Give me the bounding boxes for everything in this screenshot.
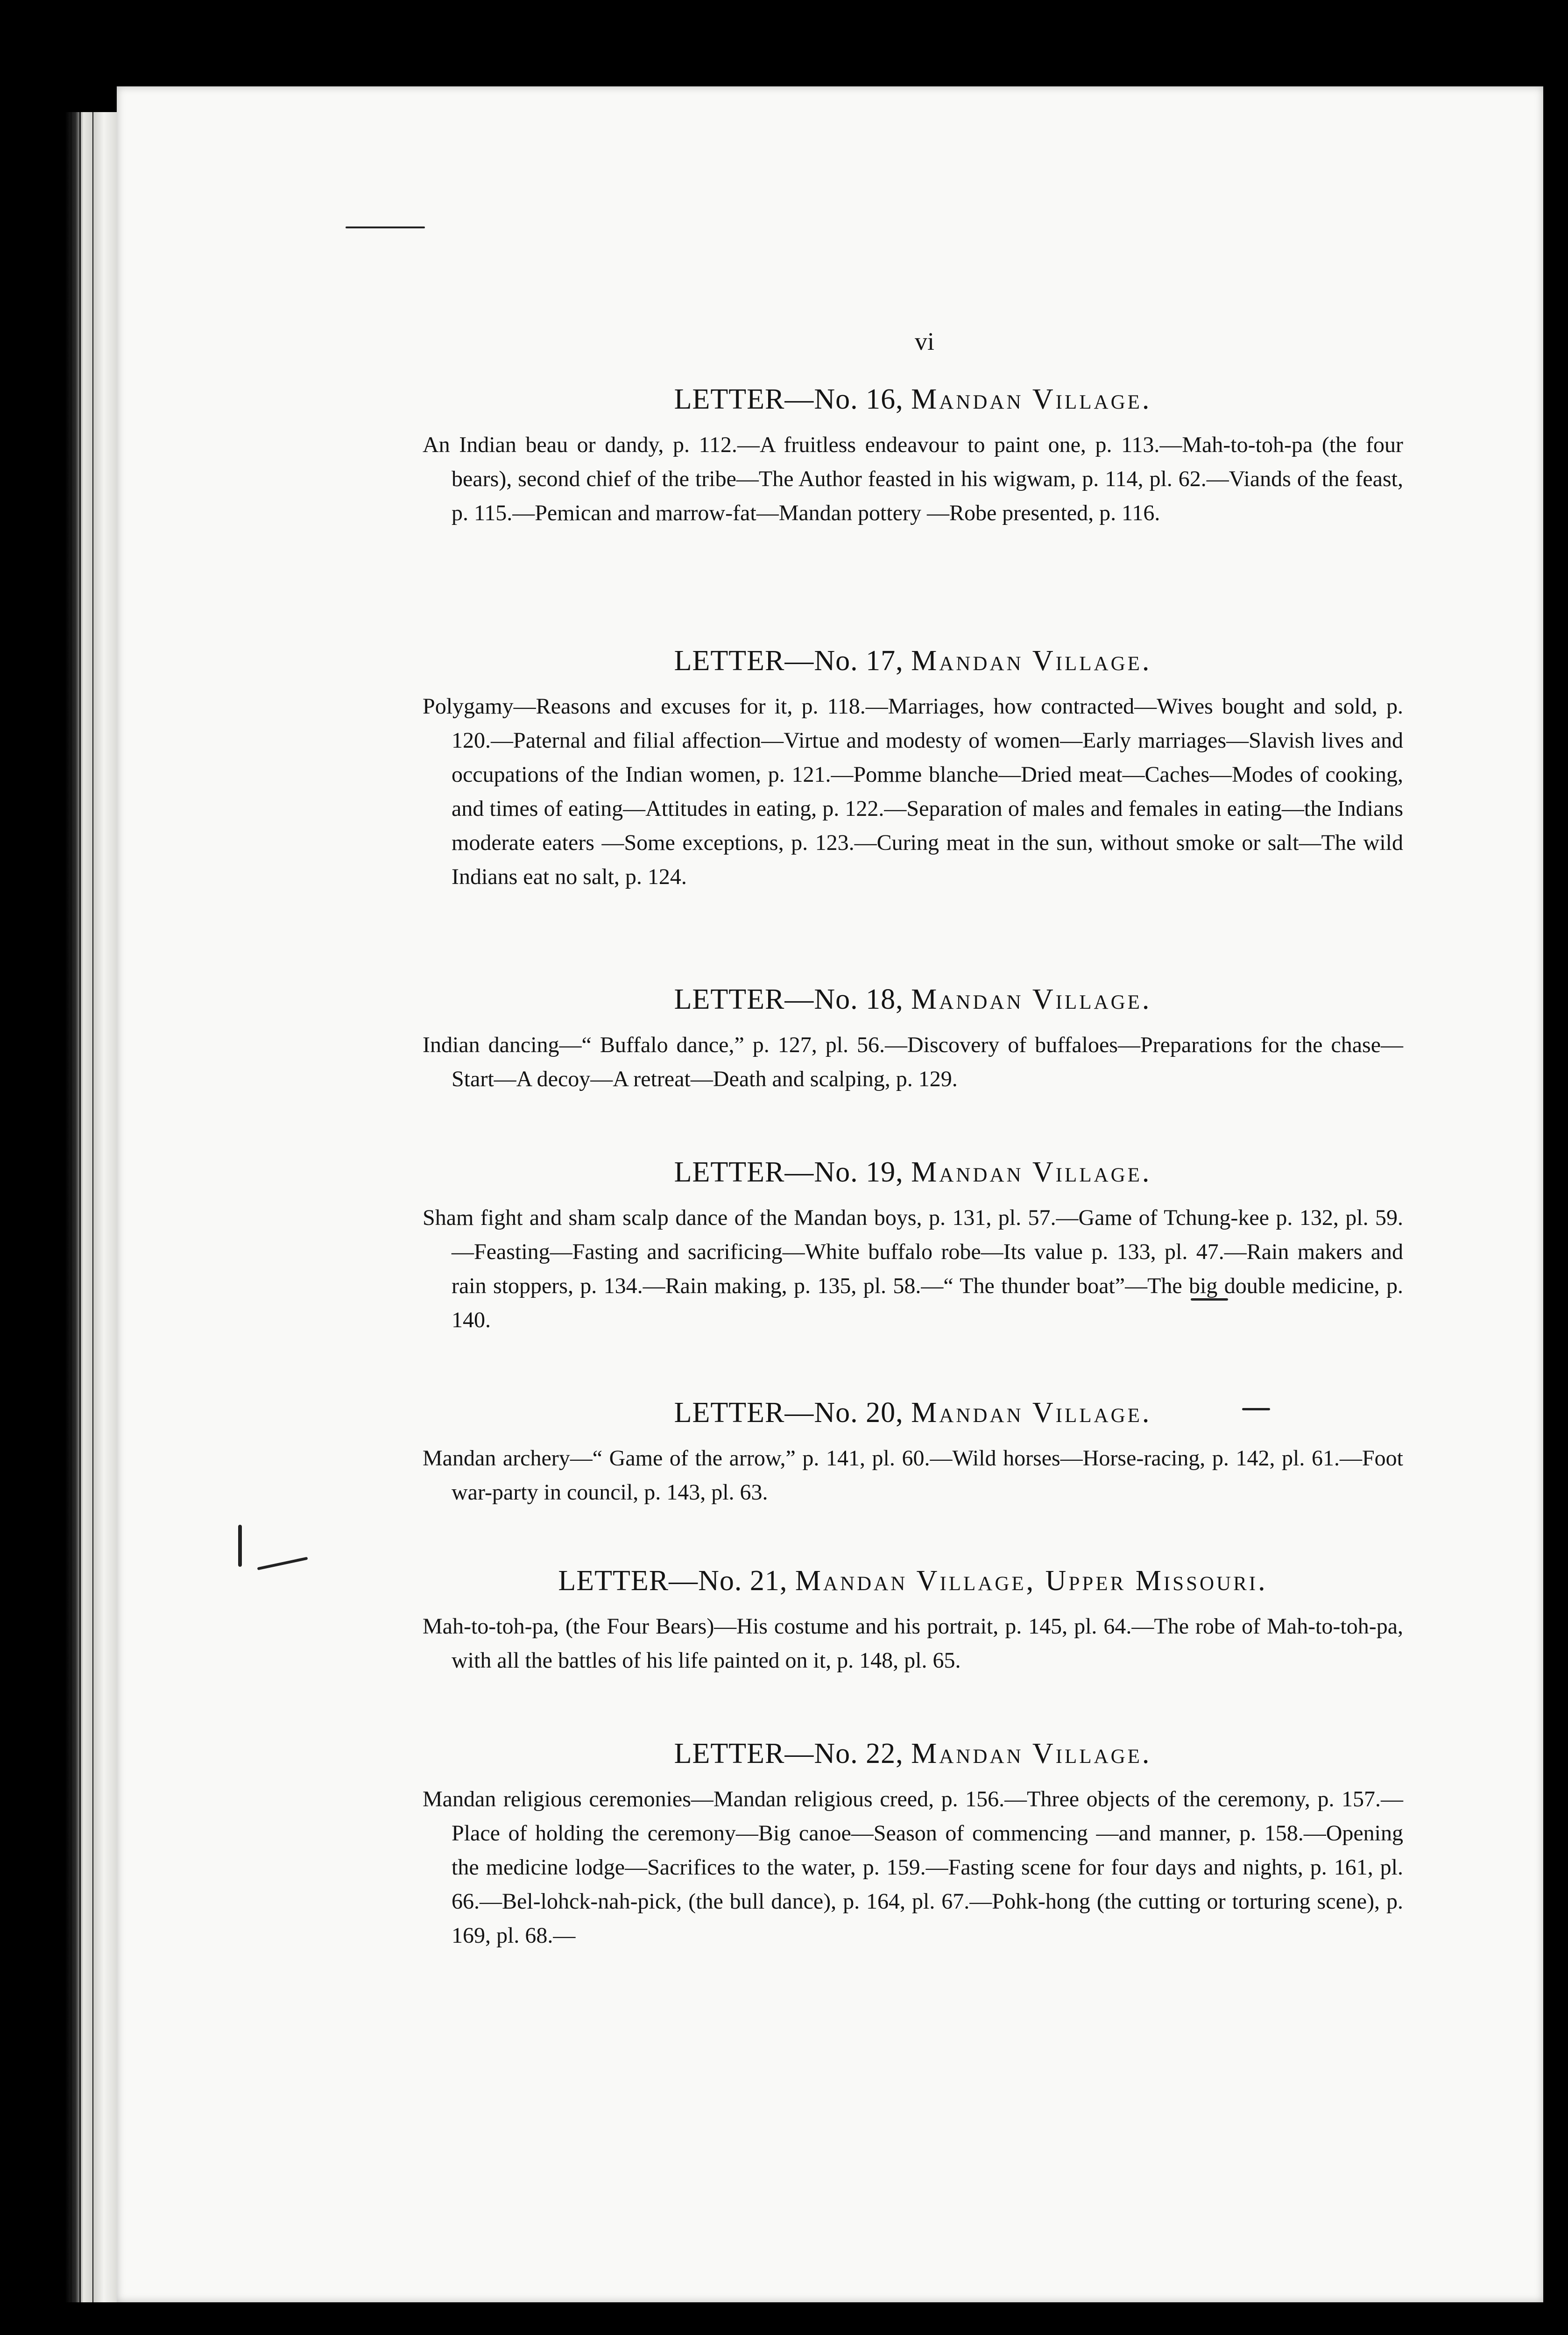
letter-place: Mandan Village. (911, 1397, 1152, 1429)
letter-summary: Mandan archery—“ Game of the arrow,” p. 141, pl. 60.—Wild horses—Horse-racing, p. 142, pl. 61.—Foot war-party in council, p. 143, pl. 63. (423, 1446, 1403, 1505)
letter-heading (423, 640, 1403, 682)
letter-number: LETTER—No. 19, (674, 1156, 904, 1188)
letter-summary: Mandan religious ceremonies—Mandan religious creed, p. 156.—Three objects of the ceremony, p. 157.—Place of holding the ceremony—Big canoe—Season of commencing —and manner, p. 158.—Opening the medicine lodge—Sacrifices to the water, p. 159.—Fasting scene for four days and nights, p. 161, pl. 66.—Bel-lohck-nah-pick, (the bull dance), p. 164, pl. 67.—Pohk-hong (the cutting or torturing scene), p. 169, pl. 68.— (423, 1787, 1403, 1948)
letter-heading (423, 1151, 1403, 1193)
ink-mark (257, 1557, 308, 1571)
letter-place: Mandan Village. (911, 984, 1152, 1015)
letter-number: LETTER—No. 16, (674, 383, 904, 415)
letter-section (423, 978, 1403, 1096)
letter-section (423, 1392, 1403, 1509)
letter-place: Mandan Village. (911, 1156, 1152, 1188)
letter-summary: Mah-to-toh-pa, (the Four Bears)—His costume and his portrait, p. 145, pl. 64.—The robe of Mah-to-toh-pa, with all the battles of his life painted on it, p. 148, pl. 65. (423, 1614, 1403, 1673)
letter-number: LETTER—No. 22, (674, 1738, 904, 1769)
letter-summary: Polygamy—Reasons and excuses for it, p. 118.—Marriages, how contracted—Wives bought and sold, p. 120.—Paternal and filial affection—Virtue and modesty of women—Early marriages—Slavish lives and occupations of the Indian women, p. 121.—Pomme blanche—Dried meat—Caches—Modes of cooking, and times of eating—Attitudes in eating, p. 122.—Separation of males and females in eating—the Indians moderate eaters —Some exceptions, p. 123.—Curing meat in the sun, without smoke or salt—The wild Indians eat no salt, p. 124. (423, 694, 1403, 889)
letter-heading (423, 1392, 1403, 1434)
letter-number: LETTER—No. 20, (674, 1397, 904, 1429)
letter-place: Mandan Village. (911, 645, 1152, 677)
ink-mark (238, 1525, 242, 1567)
book-spine-edge (65, 112, 117, 2302)
letter-heading (423, 1560, 1403, 1602)
letter-section (423, 640, 1403, 894)
letter-place: Mandan Village, Upper Missouri. (795, 1565, 1268, 1597)
page-number: vi (914, 327, 934, 355)
letter-section (423, 378, 1403, 530)
letter-number: LETTER—No. 17, (674, 645, 904, 677)
letter-section (423, 1151, 1403, 1337)
letter-place: Mandan Village. (911, 383, 1152, 415)
letter-heading (423, 378, 1403, 420)
ink-mark (346, 226, 425, 228)
letter-summary: Sham fight and sham scalp dance of the Mandan boys, p. 131, pl. 57.—Game of Tchung-kee p. 132, pl. 59.—Feasting—Fasting and sacrificing—White buffalo robe—Its value p. 133, pl. 47.—Rain makers and rain stoppers, p. 134.—Rain making, p. 135, pl. 58.—“ The thunder boat”—The big double medicine, p. 140. (423, 1205, 1403, 1332)
letter-summary: Indian dancing—“ Buffalo dance,” p. 127, pl. 56.—Discovery of buffaloes—Preparations for the chase—Start—A decoy—A retreat—Death and scalping, p. 129. (423, 1033, 1403, 1091)
letter-heading (423, 1733, 1403, 1775)
letter-number: LETTER—No. 18, (674, 984, 904, 1015)
letter-section (423, 1733, 1403, 1953)
letter-heading (423, 978, 1403, 1020)
letter-summary: An Indian beau or dandy, p. 112.—A fruitless endeavour to paint one, p. 113.—Mah-to-toh-pa (the four bears), second chief of the tribe—The Author feasted in his wigwam, p. 114, pl. 62.—Viands of the feast, p. 115.—Pemican and marrow-fat—Mandan pottery —Robe presented, p. 116. (423, 432, 1403, 525)
letter-section (423, 1560, 1403, 1677)
letter-number: LETTER—No. 21, (558, 1565, 788, 1597)
letter-place: Mandan Village. (911, 1738, 1152, 1769)
